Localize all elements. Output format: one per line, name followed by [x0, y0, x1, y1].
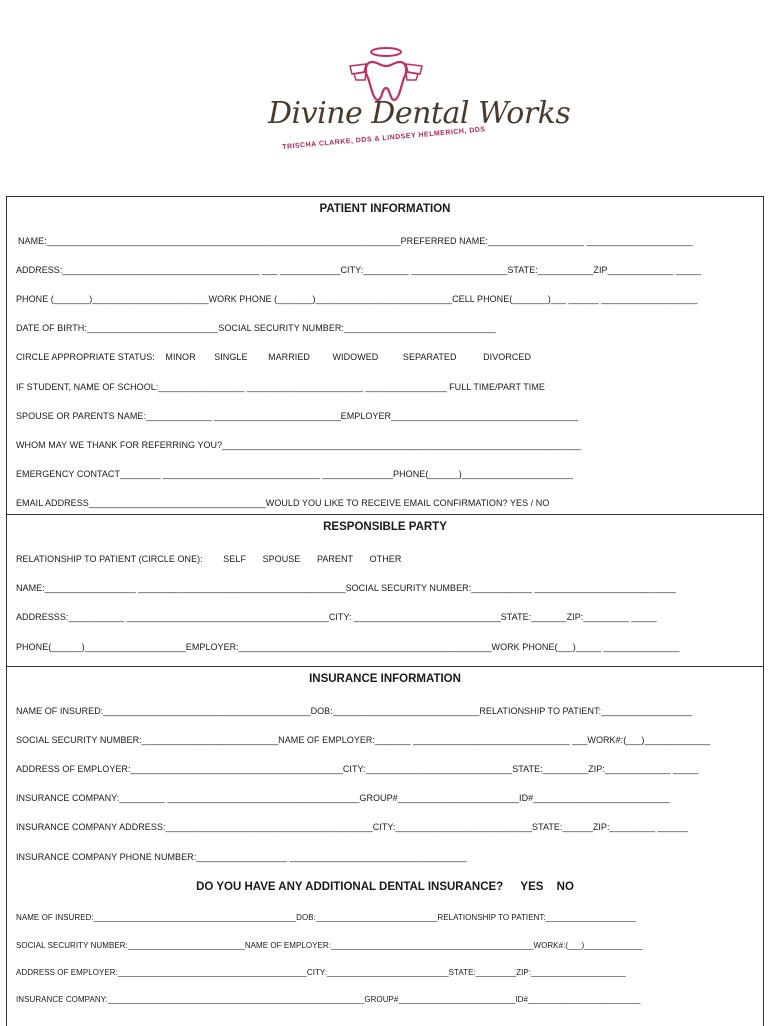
practice-logo	[262, 44, 571, 166]
status-label: CIRCLE APPROPRIATE STATUS:	[16, 352, 155, 362]
patient-name-field[interactable]: NAME:______________________________________________________________________PREFERRED NAME:___________________ _____________________	[18, 236, 693, 246]
insured-name-field[interactable]: NAME OF INSURED:_________________________________________DOB:_____________________________RELATIONSHIP TO PATIENT:__________________	[16, 706, 693, 716]
section-divider	[6, 514, 764, 515]
relationship-parent-option[interactable]: PARENT	[316, 554, 354, 564]
responsible-phone-field[interactable]: PHONE(______)____________________EMPLOYER:__________________________________________________WORK PHONE(___)_____ _______________	[16, 642, 680, 652]
additional-insured-name-field[interactable]: NAME OF INSURED:_____________________________________________DOB:___________________________RELATIONSHIP TO PATIENT:____________________	[16, 913, 636, 922]
insurance-info-heading: INSURANCE INFORMATION	[309, 673, 461, 685]
insurance-company-phone-field[interactable]: INSURANCE COMPANY PHONE NUMBER:__________________ ___________________________________	[16, 852, 467, 862]
additional-ssn-field[interactable]: SOCIAL SECURITY NUMBER:__________________________NAME OF EMPLOYER:_____________________________________________WORK#:(___)_____________	[16, 941, 643, 950]
relationship-label: RELATIONSHIP TO PATIENT (CIRCLE ONE):	[16, 554, 203, 564]
patient-dob-field[interactable]: DATE OF BIRTH:__________________________SOCIAL SECURITY NUMBER:______________________________	[16, 323, 496, 333]
practice-doctors: TRISCHA CLARKE, DDS & LINDSEY HELMERICH, DDS	[282, 126, 486, 151]
additional-employer-address-field[interactable]: ADDRESS OF EMPLOYER:__________________________________________CITY:___________________________STATE:_________ZIP:_____________________	[16, 968, 626, 977]
status-widowed-option[interactable]: WIDOWED	[332, 352, 379, 362]
patient-phone-field[interactable]: PHONE (_______)_______________________WORK PHONE (_______)___________________________CELL PHONE(_______)___ ______ ___________________	[16, 294, 698, 304]
status-separated-option[interactable]: SEPARATED	[402, 352, 457, 362]
marital-status-row	[16, 352, 531, 362]
patient-address-field[interactable]: ADDRESS:_______________________________________ ___ ____________CITY:_________ ___________________STATE:___________ZIP_____________ _____	[16, 265, 702, 275]
tooth-angel-icon	[262, 44, 512, 104]
form-frame	[6, 196, 764, 1026]
relationship-other-option[interactable]: OTHER	[369, 554, 402, 564]
additional-insurance-question: DO YOU HAVE ANY ADDITIONAL DENTAL INSURANCE?	[196, 881, 504, 893]
status-minor-option[interactable]: MINOR	[165, 352, 196, 362]
responsible-party-heading: RESPONSIBLE PARTY	[323, 521, 447, 533]
responsible-address-field[interactable]: ADDRESSS:___________ ________________________________________CITY: _____________________________STATE:_______ZIP:_________ _____	[16, 612, 657, 622]
emergency-contact-field[interactable]: EMERGENCY CONTACT________ _______________________________ ______________PHONE(______)______________________	[16, 469, 573, 479]
referral-field[interactable]: WHOM MAY WE THANK FOR REFERRING YOU?_______________________________________________________________________	[16, 440, 582, 450]
relationship-spouse-option[interactable]: SPOUSE	[262, 554, 301, 564]
practice-name: Divine Dental Works	[268, 96, 571, 131]
additional-no-option[interactable]: NO	[556, 881, 574, 893]
insured-ssn-field[interactable]: SOCIAL SECURITY NUMBER:___________________________NAME OF EMPLOYER:_______ _______________________________ ___WORK#:(___)_____________	[16, 735, 711, 745]
employer-address-field[interactable]: ADDRESS OF EMPLOYER:__________________________________________CITY:_____________________________STATE:_________ZIP:_____________ _____	[16, 764, 699, 774]
status-divorced-option[interactable]: DIVORCED	[483, 352, 532, 362]
insurance-company-address-field[interactable]: INSURANCE COMPANY ADDRESS:_________________________________________CITY:___________________________STATE:______ZIP:_________ ______	[16, 822, 688, 832]
relationship-self-option[interactable]: SELF	[223, 554, 246, 564]
school-field[interactable]: IF STUDENT, NAME OF SCHOOL:_________________ _______________________ ________________ FULL TIME/PART TIME	[16, 382, 545, 392]
additional-yes-option[interactable]: YES	[520, 881, 544, 893]
spouse-parent-field[interactable]: SPOUSE OR PARENTS NAME:_____________ _________________________EMPLOYER_____________________________________	[16, 411, 579, 421]
status-single-option[interactable]: SINGLE	[214, 352, 248, 362]
additional-insurance-company-field[interactable]: INSURANCE COMPANY:_________________________________________________________GROUP#__________________________ID#_________________________	[16, 995, 641, 1004]
insurance-company-field[interactable]: INSURANCE COMPANY:_________ ______________________________________GROUP#________________________ID#___________________________	[16, 793, 670, 803]
additional-insurance-question-row	[0, 881, 770, 893]
relationship-row	[16, 554, 401, 564]
status-married-option[interactable]: MARRIED	[268, 352, 310, 362]
responsible-name-field[interactable]: NAME:__________________ _________________________________________SOCIAL SECURITY NUMBER:____________ ____________________________	[16, 583, 677, 593]
email-field[interactable]: EMAIL ADDRESS___________________________________WOULD YOU LIKE TO RECEIVE EMAIL CONFIRMATION? YES / NO	[16, 498, 550, 508]
patient-info-heading: PATIENT INFORMATION	[319, 203, 451, 215]
section-divider	[6, 666, 764, 667]
